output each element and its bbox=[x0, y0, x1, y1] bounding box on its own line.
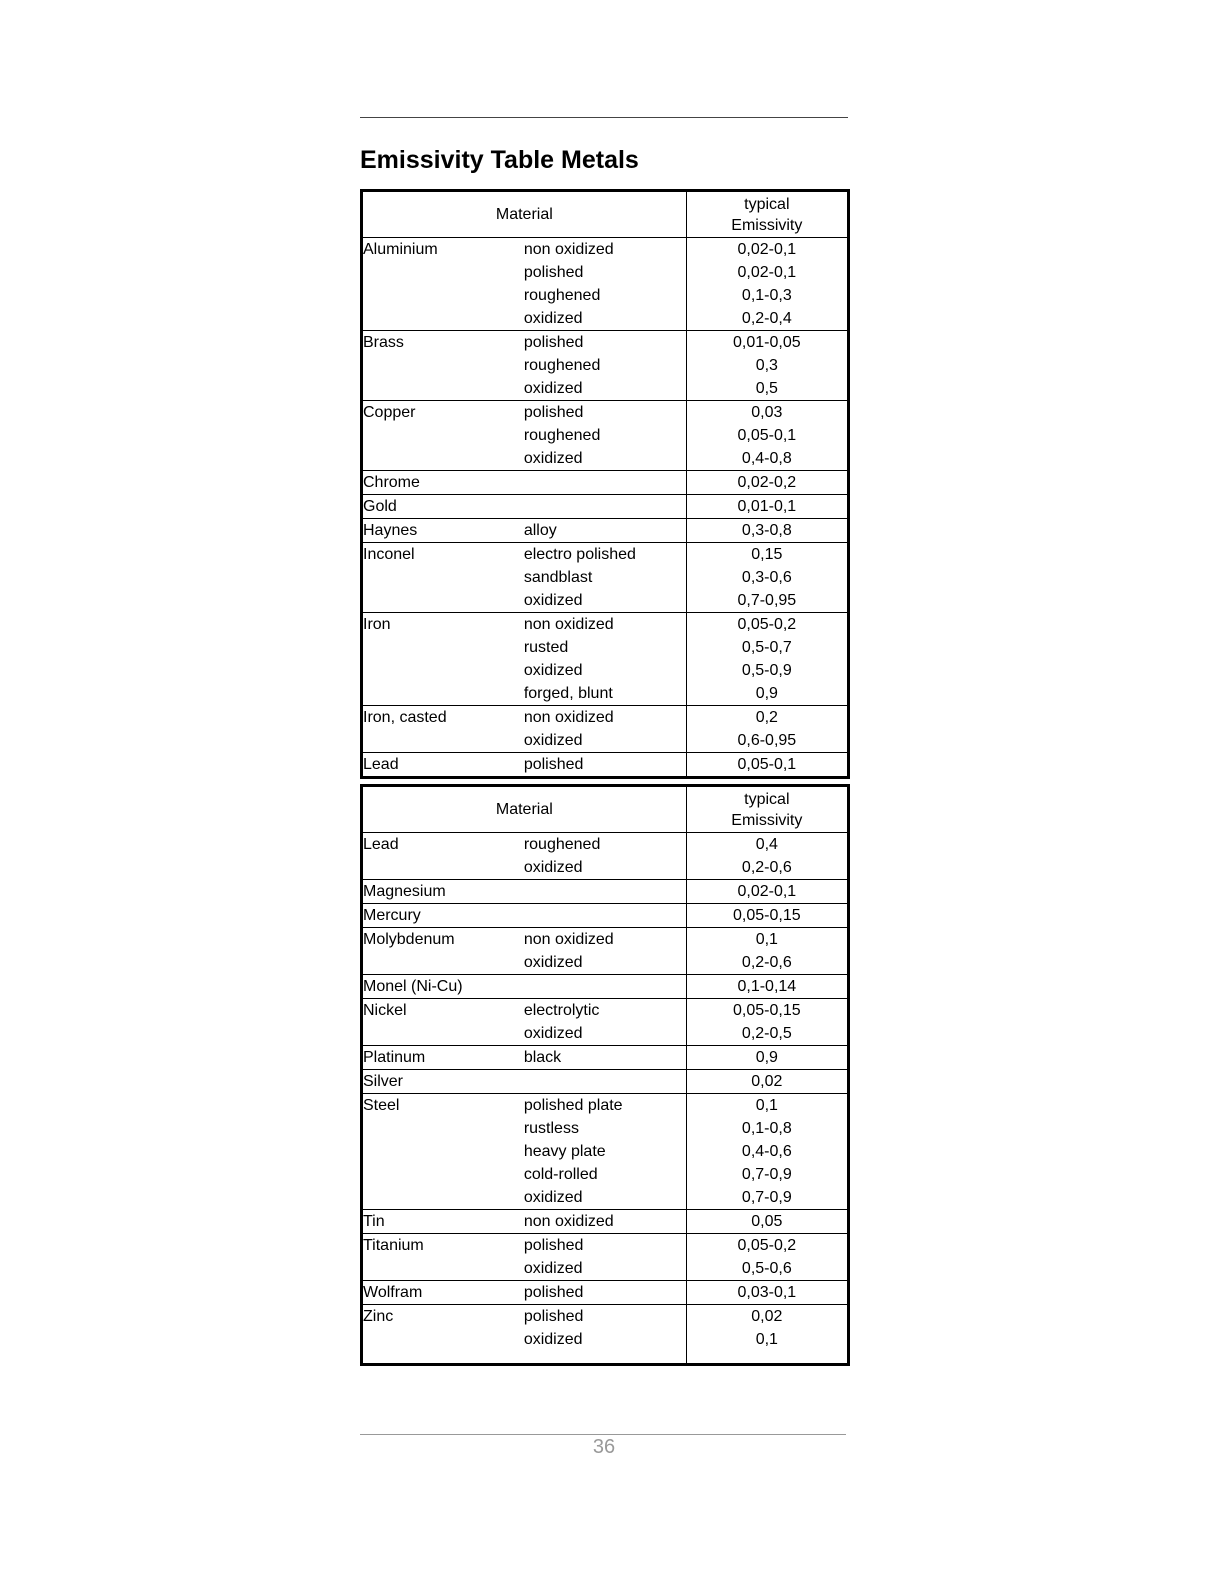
emissivity-header-line1: typical bbox=[744, 790, 790, 808]
material-name bbox=[362, 377, 524, 401]
material-name: Aluminium bbox=[363, 241, 438, 258]
material-name: Tin bbox=[362, 1210, 524, 1234]
emissivity-value: 0,1-0,14 bbox=[686, 975, 848, 999]
material-condition: sandblast bbox=[523, 569, 593, 586]
table-row bbox=[362, 354, 849, 377]
material-condition: oxidized bbox=[523, 1331, 583, 1348]
emissivity-table-1 bbox=[360, 189, 850, 779]
material-condition: polished bbox=[524, 1305, 686, 1329]
table-row bbox=[362, 1117, 849, 1140]
material-condition: roughened bbox=[523, 836, 601, 853]
material-condition: polished bbox=[524, 753, 686, 778]
table-row bbox=[362, 1022, 849, 1046]
emissivity-value: 0,15 bbox=[686, 543, 848, 567]
table-row bbox=[362, 729, 849, 753]
emissivity-value: 0,02 bbox=[686, 1070, 848, 1094]
emissivity-value: 0,2-0,4 bbox=[686, 307, 848, 331]
table-row bbox=[362, 495, 849, 519]
material-condition: non oxidized bbox=[523, 241, 614, 258]
emissivity-value: 0,05-0,15 bbox=[686, 904, 848, 928]
table-row bbox=[362, 1046, 849, 1070]
material-condition: oxidized bbox=[523, 450, 583, 467]
table-row bbox=[362, 753, 849, 778]
material-name bbox=[362, 424, 524, 447]
emissivity-value: 0,4 bbox=[686, 833, 848, 857]
material-name: Mercury bbox=[362, 904, 524, 928]
emissivity-value: 0,5 bbox=[686, 377, 848, 401]
material-name bbox=[362, 261, 524, 284]
material-name: Iron, casted bbox=[362, 706, 524, 730]
table-row bbox=[362, 999, 849, 1023]
emissivity-value: 0,02-0,1 bbox=[686, 238, 848, 262]
table-row bbox=[362, 1281, 849, 1305]
emissivity-value: 0,7-0,9 bbox=[686, 1186, 848, 1210]
table-row bbox=[362, 261, 849, 284]
emissivity-value: 0,3-0,6 bbox=[686, 566, 848, 589]
emissivity-value: 0,4-0,6 bbox=[686, 1140, 848, 1163]
material-name: Platinum bbox=[362, 1046, 524, 1070]
table-row bbox=[362, 1234, 849, 1258]
table-row bbox=[362, 424, 849, 447]
table-row bbox=[362, 401, 849, 425]
material-condition: roughened bbox=[523, 427, 601, 444]
emissivity-value: 0,2-0,6 bbox=[686, 951, 848, 975]
emissivity-value: 0,1-0,8 bbox=[686, 1117, 848, 1140]
emissivity-value: 0,4-0,8 bbox=[686, 447, 848, 471]
material-name bbox=[362, 682, 524, 706]
table-row bbox=[362, 975, 849, 999]
material-name bbox=[362, 447, 524, 471]
material-condition: heavy plate bbox=[523, 1143, 606, 1160]
material-name: Steel bbox=[362, 1094, 524, 1118]
emissivity-value: 0,05-0,2 bbox=[686, 1234, 848, 1258]
table-row bbox=[362, 471, 849, 495]
material-condition: non oxidized bbox=[524, 928, 686, 952]
material-condition: oxidized bbox=[523, 662, 583, 679]
material-name bbox=[362, 1186, 524, 1210]
table-row bbox=[362, 928, 849, 952]
material-name bbox=[362, 1022, 524, 1046]
material-name: Iron bbox=[362, 613, 524, 637]
material-name: Gold bbox=[362, 495, 524, 519]
material-condition: roughened bbox=[523, 287, 601, 304]
emissivity-value: 0,7-0,9 bbox=[686, 1163, 848, 1186]
material-name bbox=[362, 284, 524, 307]
material-name: Brass bbox=[362, 331, 524, 355]
table-row bbox=[362, 589, 849, 613]
top-rule bbox=[360, 117, 848, 118]
material-condition: non oxidized bbox=[524, 613, 686, 637]
emissivity-value: 0,05-0,1 bbox=[686, 753, 848, 778]
emissivity-table-2 bbox=[360, 784, 850, 1366]
empty-cell bbox=[686, 1351, 848, 1365]
table-row bbox=[362, 613, 849, 637]
emissivity-column-header bbox=[686, 191, 848, 238]
material-condition: polished bbox=[524, 1281, 686, 1305]
table-row bbox=[362, 1210, 849, 1234]
emissivity-value: 0,02-0,1 bbox=[686, 880, 848, 904]
table-row bbox=[362, 1328, 849, 1351]
table-row bbox=[362, 951, 849, 975]
emissivity-value: 0,01-0,1 bbox=[686, 495, 848, 519]
table-row bbox=[362, 1305, 849, 1329]
material-column-header: Material bbox=[362, 786, 687, 833]
table-padding-row bbox=[362, 1351, 849, 1365]
material-name: Haynes bbox=[362, 519, 524, 543]
table-row bbox=[362, 636, 849, 659]
material-name: Wolfram bbox=[362, 1281, 524, 1305]
material-name bbox=[362, 951, 524, 975]
material-condition: electro polished bbox=[524, 543, 686, 567]
material-name bbox=[362, 1140, 524, 1163]
material-condition: rustless bbox=[523, 1120, 579, 1137]
material-name bbox=[362, 354, 524, 377]
emissivity-value: 0,3-0,8 bbox=[686, 519, 848, 543]
emissivity-value: 0,3 bbox=[686, 354, 848, 377]
material-column-header: Material bbox=[362, 191, 687, 238]
emissivity-value: 0,03 bbox=[686, 401, 848, 425]
table-body bbox=[362, 833, 849, 1365]
material-condition bbox=[524, 975, 686, 999]
emissivity-header-line1: typical bbox=[744, 195, 790, 213]
emissivity-value: 0,02-0,1 bbox=[686, 261, 848, 284]
material-condition: oxidized bbox=[523, 859, 583, 876]
table-row bbox=[362, 856, 849, 880]
table-header-row bbox=[362, 191, 849, 238]
table-row bbox=[362, 833, 849, 857]
material-condition: alloy bbox=[524, 519, 686, 543]
emissivity-value: 0,9 bbox=[686, 1046, 848, 1070]
material-condition: polished bbox=[523, 264, 584, 281]
material-condition: rusted bbox=[523, 639, 569, 656]
material-condition: oxidized bbox=[523, 1189, 583, 1206]
table-row bbox=[362, 880, 849, 904]
table-row bbox=[362, 706, 849, 730]
material-condition bbox=[524, 904, 686, 928]
material-name bbox=[362, 659, 524, 682]
material-name: Inconel bbox=[362, 543, 524, 567]
emissivity-value: 0,1 bbox=[686, 1094, 848, 1118]
table-body bbox=[362, 238, 849, 778]
material-name: Monel (Ni-Cu) bbox=[362, 975, 524, 999]
material-condition: polished bbox=[524, 1234, 686, 1258]
material-condition: oxidized bbox=[523, 310, 583, 327]
table-row bbox=[362, 904, 849, 928]
material-condition: non oxidized bbox=[524, 706, 686, 730]
material-condition: oxidized bbox=[523, 1025, 583, 1042]
table-row bbox=[362, 1094, 849, 1118]
material-name: Lead bbox=[362, 753, 524, 778]
emissivity-value: 0,05-0,15 bbox=[686, 999, 848, 1023]
emissivity-value: 0,05 bbox=[686, 1210, 848, 1234]
material-condition bbox=[524, 1070, 686, 1094]
emissivity-header-line2: Emissivity bbox=[731, 811, 803, 829]
table-row bbox=[362, 447, 849, 471]
emissivity-value: 0,02 bbox=[686, 1305, 848, 1329]
material-name: Copper bbox=[362, 401, 524, 425]
table-row bbox=[362, 307, 849, 331]
material-condition: forged, blunt bbox=[523, 685, 613, 702]
material-condition: polished bbox=[524, 331, 686, 355]
material-name: Magnesium bbox=[362, 880, 524, 904]
table-row bbox=[362, 659, 849, 682]
emissivity-column-header bbox=[686, 786, 848, 833]
material-name bbox=[362, 1257, 524, 1281]
material-name bbox=[362, 589, 524, 613]
material-name bbox=[362, 307, 524, 331]
emissivity-value: 0,5-0,7 bbox=[686, 636, 848, 659]
emissivity-value: 0,1-0,3 bbox=[686, 284, 848, 307]
material-condition: oxidized bbox=[523, 732, 583, 749]
table-row bbox=[362, 566, 849, 589]
emissivity-value: 0,5-0,9 bbox=[686, 659, 848, 682]
table-row bbox=[362, 331, 849, 355]
material-condition: roughened bbox=[523, 357, 601, 374]
material-name: Nickel bbox=[362, 999, 524, 1023]
material-condition: oxidized bbox=[523, 380, 583, 397]
emissivity-value: 0,2-0,6 bbox=[686, 856, 848, 880]
material-condition: cold-rolled bbox=[523, 1166, 598, 1183]
material-name: Lead bbox=[363, 836, 399, 853]
material-condition bbox=[524, 880, 686, 904]
material-condition: non oxidized bbox=[524, 1210, 686, 1234]
material-name bbox=[362, 566, 524, 589]
material-name bbox=[362, 1163, 524, 1186]
table-row bbox=[362, 238, 849, 262]
table-row bbox=[362, 1163, 849, 1186]
emissivity-value: 0,03-0,1 bbox=[686, 1281, 848, 1305]
material-name: Silver bbox=[362, 1070, 524, 1094]
emissivity-value: 0,5-0,6 bbox=[686, 1257, 848, 1281]
material-condition: oxidized bbox=[523, 954, 583, 971]
emissivity-value: 0,2-0,5 bbox=[686, 1022, 848, 1046]
material-name: Zinc bbox=[362, 1305, 524, 1329]
table-row bbox=[362, 284, 849, 307]
table-row bbox=[362, 543, 849, 567]
emissivity-header-line2: Emissivity bbox=[731, 216, 803, 234]
emissivity-value: 0,05-0,2 bbox=[686, 613, 848, 637]
emissivity-value: 0,1 bbox=[686, 1328, 848, 1351]
empty-cell bbox=[362, 1351, 524, 1365]
emissivity-value: 0,6-0,95 bbox=[686, 729, 848, 753]
material-condition: oxidized bbox=[523, 1260, 583, 1277]
material-condition: black bbox=[524, 1046, 686, 1070]
material-condition: polished plate bbox=[524, 1094, 686, 1118]
material-name bbox=[362, 636, 524, 659]
emissivity-value: 0,02-0,2 bbox=[686, 471, 848, 495]
emissivity-value: 0,7-0,95 bbox=[686, 589, 848, 613]
page-number: 36 bbox=[592, 1436, 616, 1458]
material-condition: electrolytic bbox=[524, 999, 686, 1023]
material-condition bbox=[524, 471, 686, 495]
material-condition: polished bbox=[524, 401, 686, 425]
material-name bbox=[362, 856, 524, 880]
table-row bbox=[362, 377, 849, 401]
table-row bbox=[362, 519, 849, 543]
table-header-row bbox=[362, 786, 849, 833]
page-title: Emissivity Table Metals bbox=[360, 146, 639, 174]
material-name bbox=[362, 1328, 524, 1351]
emissivity-value: 0,01-0,05 bbox=[686, 331, 848, 355]
material-name: Chrome bbox=[362, 471, 524, 495]
table-row bbox=[362, 1186, 849, 1210]
material-name: Titanium bbox=[362, 1234, 524, 1258]
table-row bbox=[362, 1070, 849, 1094]
emissivity-value: 0,9 bbox=[686, 682, 848, 706]
emissivity-value: 0,2 bbox=[686, 706, 848, 730]
table-row bbox=[362, 1140, 849, 1163]
material-condition bbox=[524, 495, 686, 519]
material-name bbox=[362, 1117, 524, 1140]
emissivity-value: 0,1 bbox=[686, 928, 848, 952]
material-name: Molybdenum bbox=[362, 928, 524, 952]
bottom-rule bbox=[360, 1434, 846, 1435]
table-row bbox=[362, 1257, 849, 1281]
material-name bbox=[362, 729, 524, 753]
emissivity-value: 0,05-0,1 bbox=[686, 424, 848, 447]
table-row bbox=[362, 682, 849, 706]
material-condition: oxidized bbox=[523, 592, 583, 609]
empty-cell bbox=[524, 1351, 686, 1365]
